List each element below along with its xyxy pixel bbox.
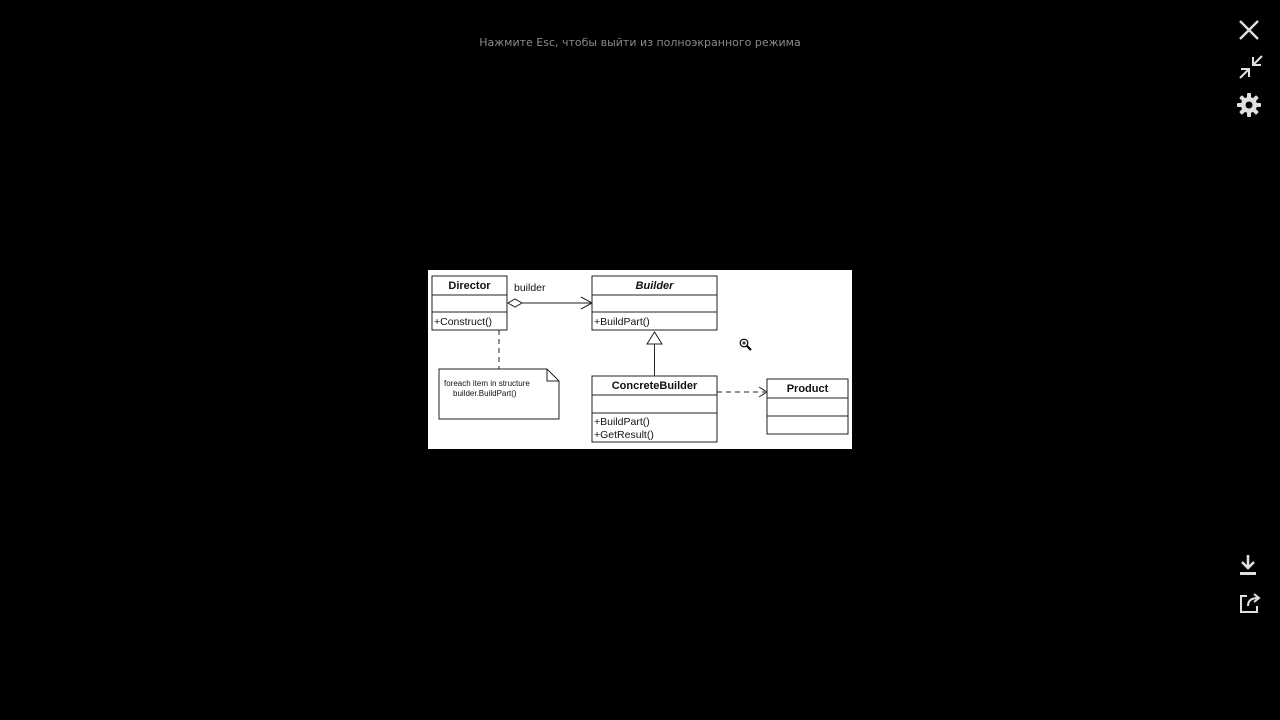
exit-fullscreen-button[interactable] [1236,52,1266,82]
uml-diagram [428,270,852,449]
gear-icon [1236,92,1262,118]
product-name: Product [786,383,829,395]
director-op: +Construct() [434,316,493,328]
image-viewer[interactable] [428,270,852,449]
note [439,369,559,419]
concrete-builder-class [592,376,717,442]
product-class [767,379,848,434]
director-name: Director [448,280,491,292]
download-button[interactable] [1233,550,1263,580]
note-line-1: foreach item in structure [444,379,530,388]
director-class [432,276,507,330]
builder-class [592,276,717,330]
concrete-builder-name: ConcreteBuilder [611,380,698,392]
fullscreen-hint: Нажмите Esc, чтобы выйти из полноэкранного режима [479,36,801,49]
share-button[interactable] [1235,588,1265,618]
share-icon [1238,591,1262,615]
close-button[interactable] [1234,15,1264,45]
aggregation-association [508,282,592,309]
generalization-arrow [647,332,662,376]
builder-name: Builder [635,280,674,292]
dependency-arrow [717,387,767,397]
concrete-builder-op-1: +BuildPart() [594,416,650,428]
association-label: builder [514,282,546,294]
builder-op: +BuildPart() [594,316,650,328]
exit-fullscreen-icon [1238,54,1264,80]
concrete-builder-op-2: +GetResult() [594,429,654,441]
note-line-2: builder.BuildPart() [453,389,517,398]
close-icon [1237,18,1261,42]
download-icon [1237,553,1259,577]
zoom-in-cursor-icon [739,338,752,351]
settings-button[interactable] [1234,90,1264,120]
